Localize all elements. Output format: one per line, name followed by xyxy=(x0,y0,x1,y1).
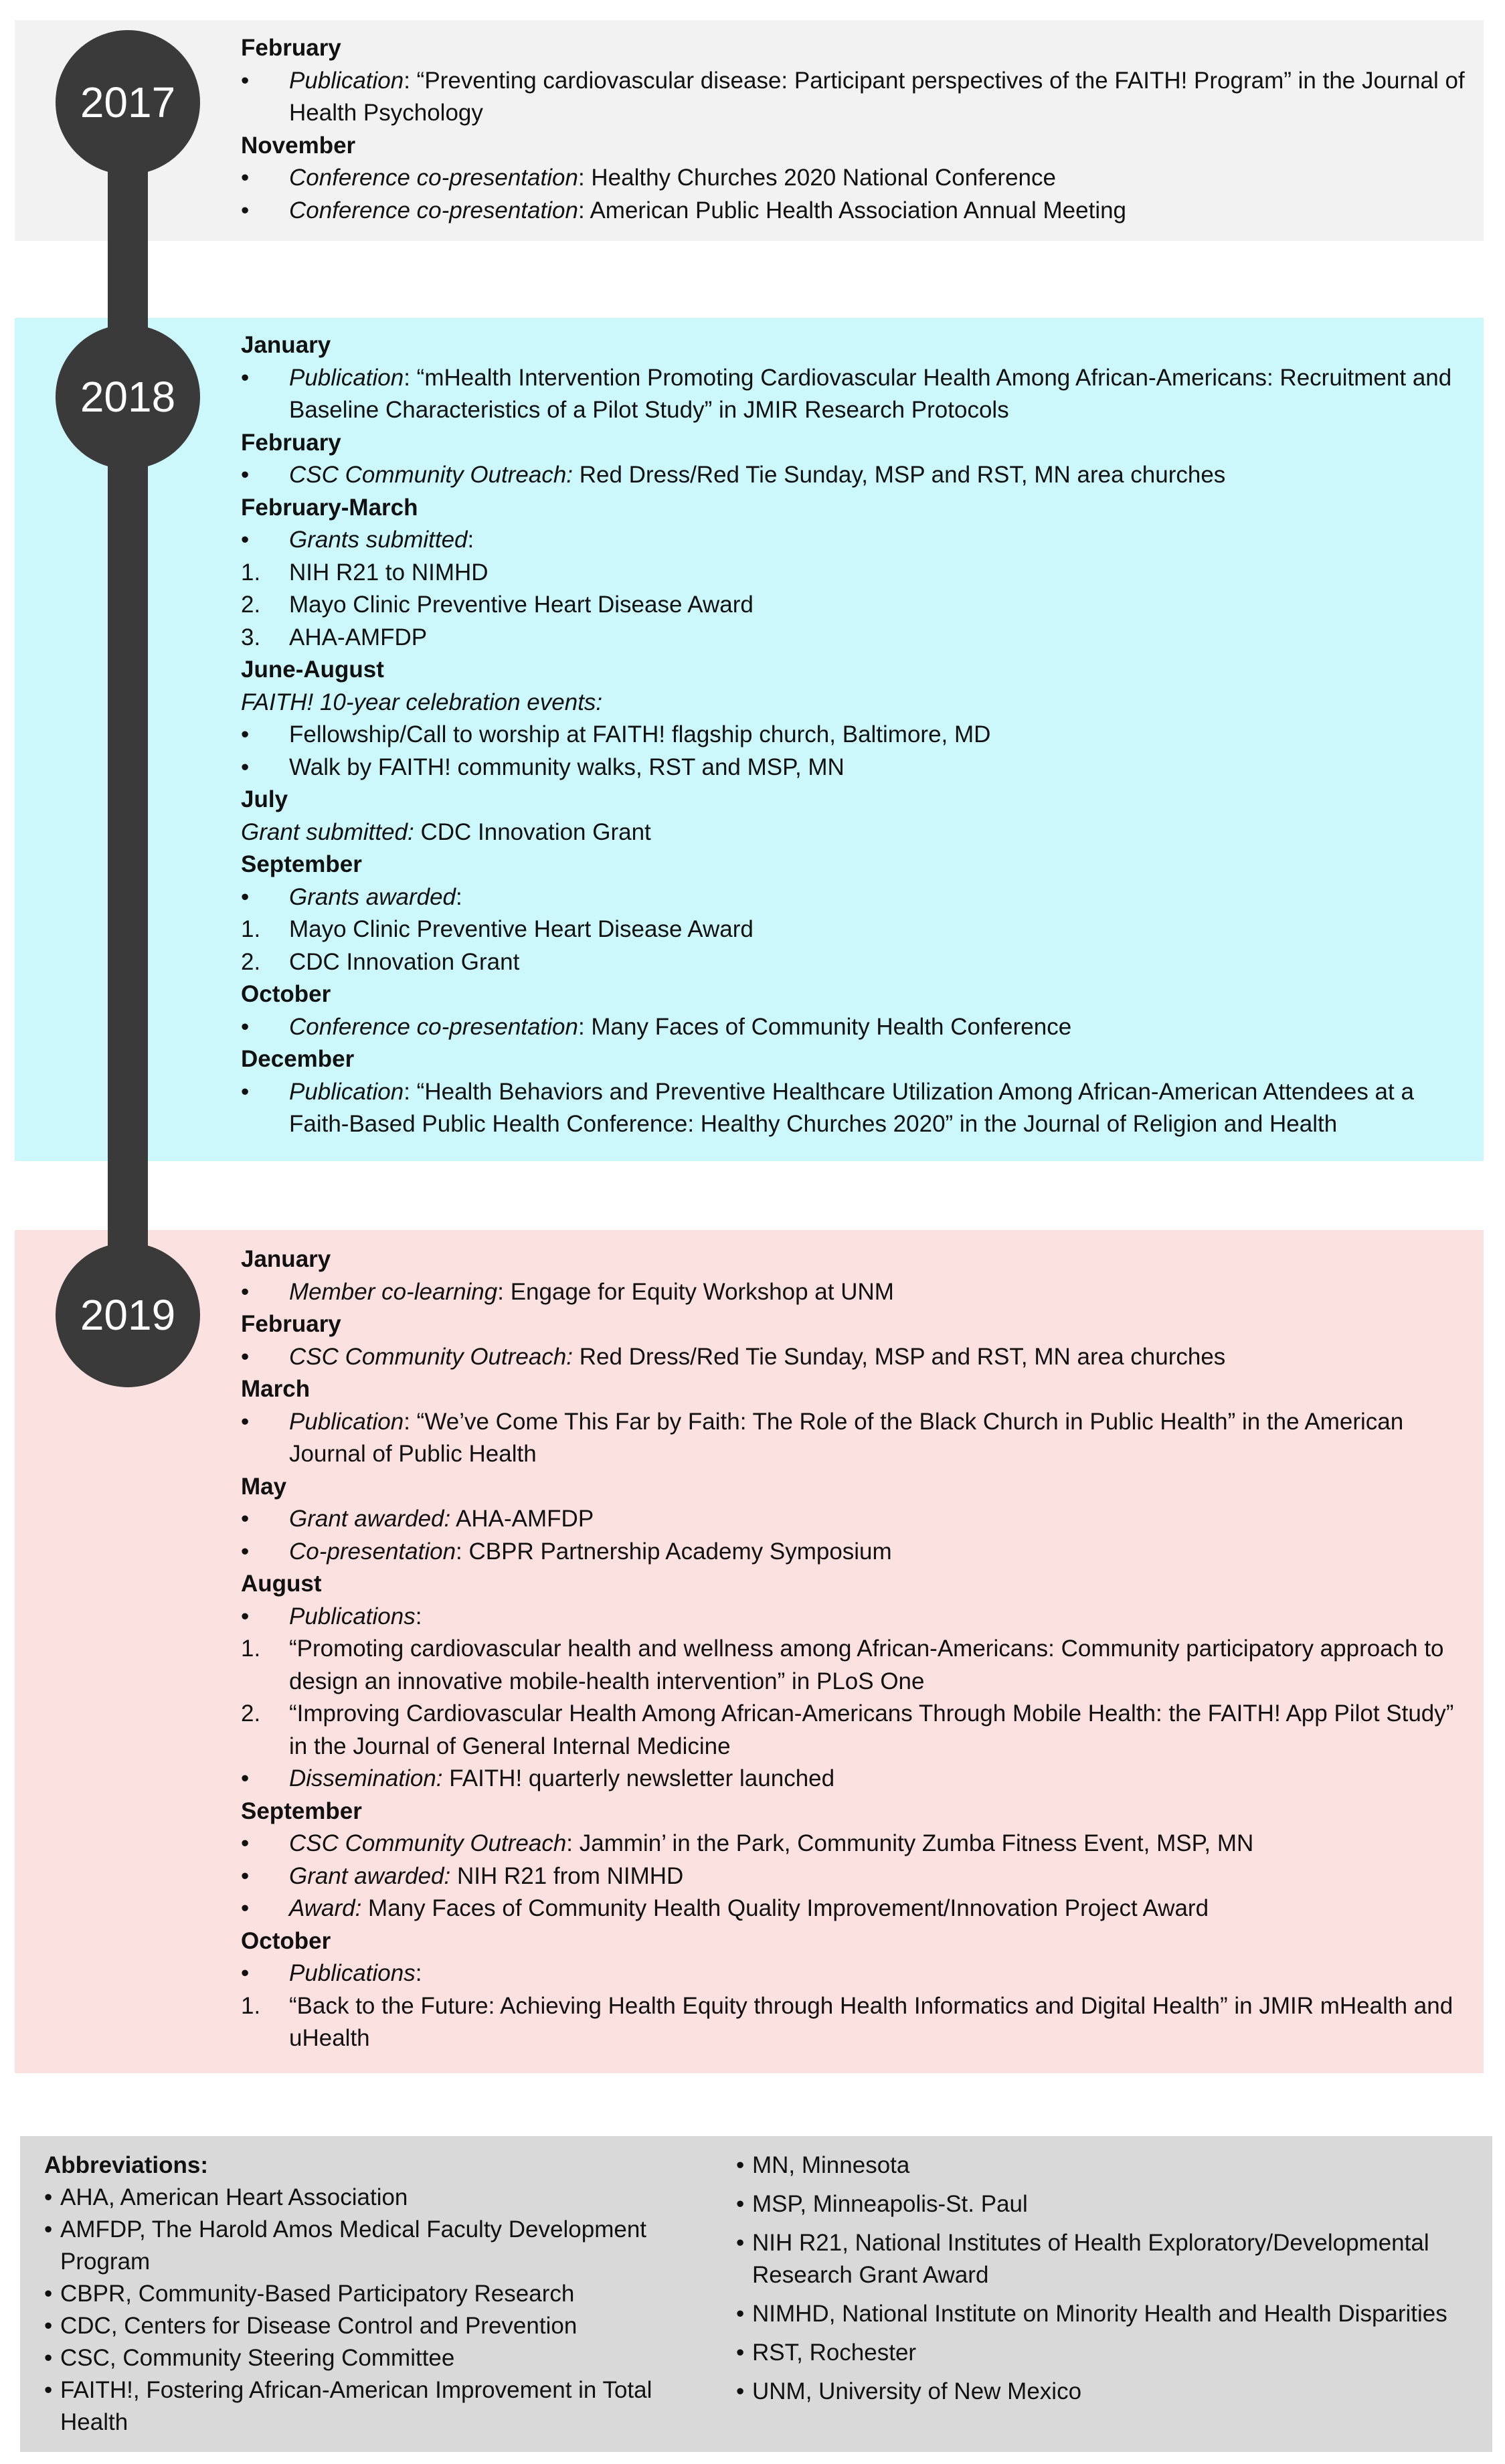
number-marker: 1. xyxy=(241,559,261,586)
timeline-spine xyxy=(108,100,148,1305)
number-marker: 3. xyxy=(241,624,261,650)
bullet-marker: • xyxy=(241,1603,250,1630)
abbreviation-item xyxy=(44,2342,713,2374)
bullet-marker: • xyxy=(241,1506,250,1532)
month-heading: February-March xyxy=(241,494,418,521)
month-heading: February xyxy=(241,1311,341,1337)
abbreviation-text: FAITH!, Fostering African-American Improvement in Total Health xyxy=(60,2377,652,2435)
month-heading: February xyxy=(241,35,341,61)
bullet-marker: • xyxy=(241,1895,250,1921)
abbreviation-text: MN, Minnesota xyxy=(752,2152,910,2178)
bullet-marker: • xyxy=(736,2230,745,2256)
year-label: 2019 xyxy=(80,1291,176,1339)
item-lead: Publication xyxy=(289,67,404,94)
abbreviation-item xyxy=(736,2188,1472,2220)
item-text: NIH R21 from NIMHD xyxy=(450,1862,684,1889)
bullet-marker: • xyxy=(44,2216,53,2242)
numbered-item xyxy=(241,622,1478,654)
item-text: Mayo Clinic Preventive Heart Disease Award xyxy=(289,916,754,942)
item-text: : “Health Behaviors and Preventive Healthcare Utilization Among African-American Attendees at a Faith-Based Public Health Conference: Healthy Churches 2020” in the Journal of Religion and Health xyxy=(289,1078,1414,1137)
abbreviations-box xyxy=(20,2136,1492,2452)
bullet-marker: • xyxy=(241,462,250,488)
item-lead: Conference co-presentation xyxy=(289,1013,578,1040)
item-text: “Improving Cardiovascular Health Among African-Americans Through Mobile Health: the FAITH! App Pilot Study” in the Journal of General Internal Medicine xyxy=(289,1700,1454,1759)
list-item xyxy=(241,1406,1478,1471)
item-text: NIH R21 to NIMHD xyxy=(289,559,489,586)
abbreviation-item xyxy=(736,2149,1472,2182)
numbered-item xyxy=(241,1990,1478,2055)
bullet-marker: • xyxy=(44,2377,53,2403)
item-text: “Promoting cardiovascular health and wellness among African-Americans: Community participatory approach to design an innovative mobile-health intervention” in PLoS One xyxy=(289,1636,1444,1694)
bullet-marker: • xyxy=(736,2191,745,2217)
bullet-marker: • xyxy=(241,1830,250,1856)
list-item xyxy=(241,65,1478,130)
item-text: : xyxy=(467,527,474,553)
item-lead: Publications xyxy=(289,1960,416,1986)
bullet-marker: • xyxy=(44,2345,53,2371)
bullet-marker: • xyxy=(736,2378,745,2404)
item-text: : “Preventing cardiovascular disease: Participant perspectives of the FAITH! Program” in the Journal of Health Psychology xyxy=(289,67,1465,126)
item-text: : Healthy Churches 2020 National Conference xyxy=(578,165,1056,191)
abbreviation-text: CDC, Centers for Disease Control and Prevention xyxy=(60,2313,578,2339)
list-item xyxy=(241,1860,1478,1893)
item-text: “Back to the Future: Achieving Health Equity through Health Informatics and Digital Health” in JMIR mHealth and uHealth xyxy=(289,1992,1453,2051)
year-marker-2018 xyxy=(56,325,200,469)
abbreviation-item xyxy=(44,2310,713,2342)
abbreviation-item xyxy=(44,2278,713,2310)
item-text: : xyxy=(415,1603,422,1630)
bullet-marker: • xyxy=(241,1408,250,1435)
item-lead: Grant awarded: xyxy=(289,1506,451,1532)
list-item xyxy=(241,459,1478,492)
abbreviation-text: UNM, University of New Mexico xyxy=(752,2378,1082,2404)
month-heading: August xyxy=(241,1571,322,1597)
list-item xyxy=(241,1601,1478,1634)
abbreviation-item xyxy=(44,2374,713,2439)
item-lead: Grants awarded xyxy=(289,883,456,910)
item-text: : xyxy=(415,1960,422,1986)
bullet-marker: • xyxy=(241,197,250,224)
item-text: Many Faces of Community Health Quality Improvement/Innovation Project Award xyxy=(361,1895,1209,1921)
item-lead: Member co-learning xyxy=(289,1278,498,1305)
month-heading: September xyxy=(241,851,362,877)
abbreviation-text: MSP, Minneapolis-St. Paul xyxy=(752,2191,1028,2217)
item-text: : Jammin’ in the Park, Community Zumba Fitness Event, MSP, MN xyxy=(566,1830,1254,1856)
item-text: : xyxy=(456,883,462,910)
entries-2019 xyxy=(241,1243,1478,2055)
item-text: Walk by FAITH! community walks, RST and MSP, MN xyxy=(289,754,845,780)
month-heading: December xyxy=(241,1046,355,1072)
item-lead: Grants submitted xyxy=(289,527,468,553)
item-lead: Conference co-presentation xyxy=(289,197,578,224)
item-text: Fellowship/Call to worship at FAITH! flagship church, Baltimore, MD xyxy=(289,721,991,747)
numbered-item xyxy=(241,557,1478,590)
list-item xyxy=(241,1536,1478,1569)
abbreviation-text: CSC, Community Steering Committee xyxy=(60,2345,455,2371)
bullet-marker: • xyxy=(736,2301,745,2327)
abbreviations-title: Abbreviations: xyxy=(44,2152,209,2178)
bullet-marker: • xyxy=(241,1538,250,1565)
item-lead: Conference co-presentation xyxy=(289,165,578,191)
bullet-marker: • xyxy=(241,67,250,94)
item-text: CDC Innovation Grant xyxy=(289,948,520,975)
numbered-item xyxy=(241,913,1478,946)
item-text: : American Public Health Association Annual Meeting xyxy=(578,197,1127,224)
list-item xyxy=(241,1503,1478,1536)
abbreviation-text: CBPR, Community-Based Participatory Research xyxy=(60,2281,575,2307)
abbreviations-right-column xyxy=(736,2149,1472,2414)
abbreviation-text: NIMHD, National Institute on Minority Health and Health Disparities xyxy=(752,2301,1447,2327)
month-heading: October xyxy=(241,1927,331,1954)
item-lead: Publication xyxy=(289,1078,404,1105)
bullet-marker: • xyxy=(241,1078,250,1105)
list-item xyxy=(241,195,1478,228)
item-lead: CSC Community Outreach: xyxy=(289,462,573,488)
abbreviation-text: RST, Rochester xyxy=(752,2340,917,2366)
month-heading: March xyxy=(241,1376,311,1402)
entries-2017 xyxy=(241,32,1478,227)
item-lead: CSC Community Outreach xyxy=(289,1830,567,1856)
abbreviations-left-column xyxy=(44,2149,713,2439)
item-text: Mayo Clinic Preventive Heart Disease Award xyxy=(289,592,754,618)
month-heading: July xyxy=(241,786,288,812)
plain-entry xyxy=(241,816,1478,849)
list-item xyxy=(241,1011,1478,1044)
numbered-item xyxy=(241,1633,1478,1698)
item-lead: Award: xyxy=(289,1895,362,1921)
number-marker: 2. xyxy=(241,948,261,975)
bullet-marker: • xyxy=(44,2313,53,2339)
year-marker-2019 xyxy=(56,1243,200,1387)
list-item xyxy=(241,1276,1478,1309)
item-text: : Engage for Equity Workshop at UNM xyxy=(497,1278,894,1305)
bullet-marker: • xyxy=(241,754,250,780)
bullet-marker: • xyxy=(241,1765,250,1791)
month-heading: September xyxy=(241,1797,362,1824)
bullet-marker: • xyxy=(241,364,250,391)
list-item xyxy=(241,752,1478,784)
year-marker-2017 xyxy=(56,30,200,175)
item-text: FAITH! quarterly newsletter launched xyxy=(442,1765,835,1791)
year-label: 2017 xyxy=(80,78,176,126)
bullet-marker: • xyxy=(241,1343,250,1370)
list-item xyxy=(241,1893,1478,1925)
bullet-marker: • xyxy=(736,2340,745,2366)
month-heading: June-August xyxy=(241,656,384,683)
number-marker: 2. xyxy=(241,1700,261,1727)
section-intro: FAITH! 10-year celebration events: xyxy=(241,689,603,715)
list-item xyxy=(241,1763,1478,1795)
abbreviation-item xyxy=(736,2298,1472,2330)
item-text: AHA-AMFDP xyxy=(289,624,428,650)
number-marker: 1. xyxy=(241,1992,261,2019)
numbered-item xyxy=(241,589,1478,622)
list-item xyxy=(241,524,1478,557)
list-item xyxy=(241,1076,1478,1141)
abbreviation-text: AHA, American Heart Association xyxy=(60,2184,408,2210)
month-heading: January xyxy=(241,332,331,358)
list-item xyxy=(241,1341,1478,1374)
bullet-marker: • xyxy=(241,883,250,910)
month-heading: February xyxy=(241,429,341,456)
item-lead: Grant awarded: xyxy=(289,1862,451,1889)
abbreviation-text: AMFDP, The Harold Amos Medical Faculty Development Program xyxy=(60,2216,647,2275)
month-heading: November xyxy=(241,132,356,159)
item-text: Red Dress/Red Tie Sunday, MSP and RST, MN area churches xyxy=(573,1343,1226,1370)
list-item xyxy=(241,362,1478,427)
numbered-item xyxy=(241,946,1478,979)
number-marker: 1. xyxy=(241,916,261,942)
abbreviation-item xyxy=(44,2182,713,2214)
item-lead: CSC Community Outreach: xyxy=(289,1343,573,1370)
item-lead: Publication xyxy=(289,364,404,391)
item-text: : CBPR Partnership Academy Symposium xyxy=(456,1538,892,1565)
bullet-marker: • xyxy=(241,1278,250,1305)
bullet-marker: • xyxy=(44,2281,53,2307)
item-lead: Publication xyxy=(289,1408,404,1435)
item-text: Red Dress/Red Tie Sunday, MSP and RST, MN area churches xyxy=(573,462,1226,488)
item-text: : “mHealth Intervention Promoting Cardiovascular Health Among African-Americans: Recruitment and Baseline Characteristics of a Pilot Study” in JMIR Research Protocols xyxy=(289,364,1452,423)
abbreviation-item xyxy=(736,2227,1472,2291)
month-heading: January xyxy=(241,1246,331,1272)
bullet-marker: • xyxy=(44,2184,53,2210)
item-lead: Publications xyxy=(289,1603,416,1630)
list-item xyxy=(241,1828,1478,1860)
item-lead: Grant submitted: xyxy=(241,818,414,845)
abbreviation-item xyxy=(44,2214,713,2278)
number-marker: 1. xyxy=(241,1636,261,1662)
abbreviation-text: NIH R21, National Institutes of Health Exploratory/Developmental Research Grant Award xyxy=(752,2230,1429,2288)
bullet-marker: • xyxy=(241,1862,250,1889)
list-item xyxy=(241,881,1478,914)
list-item xyxy=(241,719,1478,752)
bullet-marker: • xyxy=(241,721,250,747)
entries-2018 xyxy=(241,329,1478,1141)
month-heading: October xyxy=(241,981,331,1007)
list-item xyxy=(241,1957,1478,1990)
item-text: CDC Innovation Grant xyxy=(414,818,651,845)
number-marker: 2. xyxy=(241,592,261,618)
bullet-marker: • xyxy=(241,1960,250,1986)
bullet-marker: • xyxy=(241,1013,250,1040)
month-heading: May xyxy=(241,1473,287,1500)
list-item xyxy=(241,162,1478,195)
item-text: : Many Faces of Community Health Conference xyxy=(578,1013,1072,1040)
bullet-marker: • xyxy=(241,527,250,553)
item-text: AHA-AMFDP xyxy=(450,1506,594,1532)
bullet-marker: • xyxy=(736,2152,745,2178)
item-lead: Dissemination: xyxy=(289,1765,443,1791)
bullet-marker: • xyxy=(241,165,250,191)
numbered-item xyxy=(241,1698,1478,1763)
abbreviation-item xyxy=(736,2376,1472,2408)
year-label: 2018 xyxy=(80,373,176,421)
item-text: : “We’ve Come This Far by Faith: The Role of the Black Church in Public Health” in the American Journal of Public Health xyxy=(289,1408,1404,1467)
abbreviation-item xyxy=(736,2337,1472,2369)
item-lead: Co-presentation xyxy=(289,1538,456,1565)
